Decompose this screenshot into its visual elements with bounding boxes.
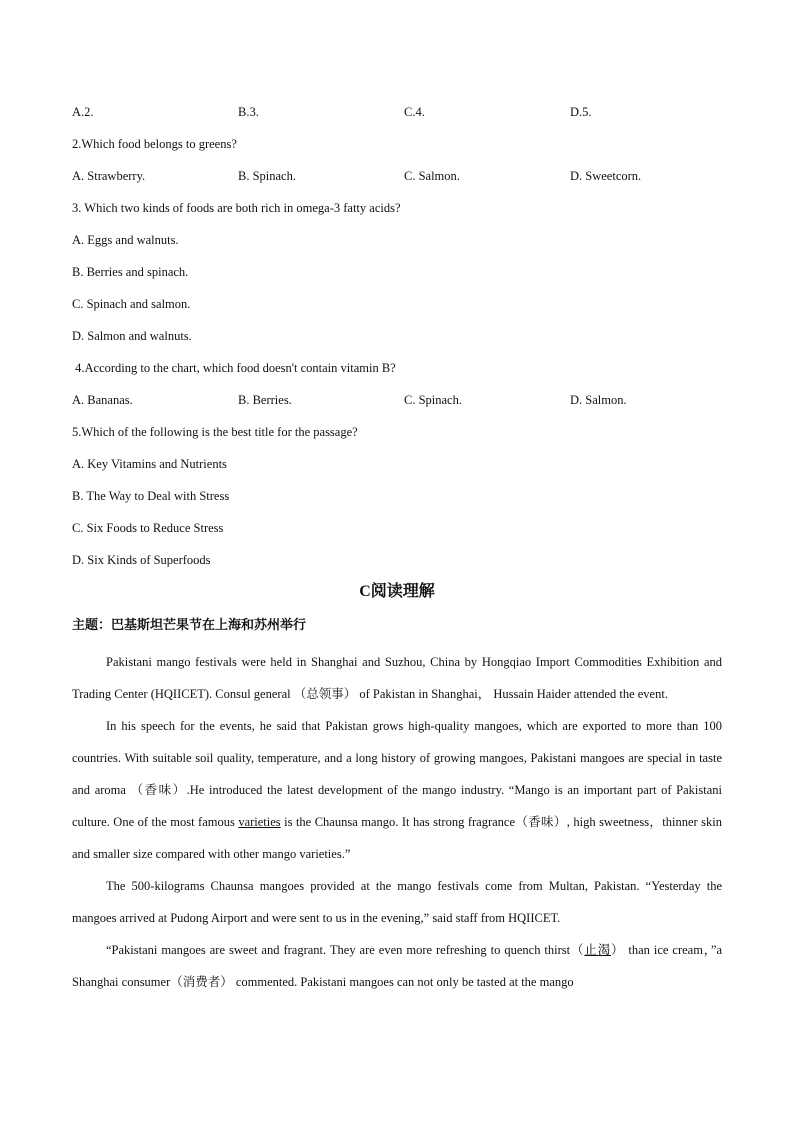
q2-options — [72, 166, 722, 198]
q5-option-d: D. Six Kinds of Superfoods — [72, 553, 211, 567]
q5-option-b: B. The Way to Deal with Stress — [72, 489, 230, 503]
passage-paragraph-4 — [72, 934, 722, 998]
underlined-word-varieties: varieties — [238, 815, 281, 829]
passage-p4-text-b: ） than ice cream，”a Shanghai consumer（消费者） commented. Pakistani mangoes can not only be tasted at the mango — [72, 943, 722, 989]
q5-question: 5.Which of the following is the best title for the passage? — [72, 425, 358, 439]
q4-options — [72, 390, 722, 422]
q3-option-d: D. Salmon and walnuts. — [72, 329, 192, 343]
q2-option-a: A. Strawberry. — [72, 169, 146, 183]
q1-option-c: C.4. — [404, 105, 425, 119]
q1-option-b: B.3. — [238, 105, 259, 119]
document-page — [72, 102, 722, 998]
passage-p2-text-a: In his speech for the events, he said that Pakistan grows high-quality mangoes, which are exported to more than 100 countries. With suitable soil quality, temperature, and a long history of growing mangoes, Pakistani mangoes are special in taste and aroma （香味）.He introduced the latest development of the mango industry. “Mango is an important part of Pakistani culture. One of the most famous — [72, 719, 722, 829]
passage-paragraph-3: The 500-kilograms Chaunsa mangoes provided at the mango festivals come from Multan, Pakistan. “Yesterday the mangoes arrived at Pudong Airport and were sent to us in the evening,” said staff from HQIICET. — [72, 879, 722, 925]
q4-option-a: A. Bananas. — [72, 393, 133, 407]
q1-options — [72, 102, 722, 134]
q4-option-c: C. Spinach. — [404, 393, 462, 407]
q2-option-d: D. Sweetcorn. — [570, 169, 642, 183]
passage-paragraph-1: Pakistani mango festivals were held in Shanghai and Suzhou, China by Hongqiao Import Commodities Exhibition and Trading Center (HQIICET). Consul general （总领事） of Pakistan in Shanghai， Hussain Haider attended the event. — [72, 655, 722, 701]
underlined-word-quench-thirst: 止渴 — [584, 943, 612, 957]
q5-option-a: A. Key Vitamins and Nutrients — [72, 457, 227, 471]
q5-option-c: C. Six Foods to Reduce Stress — [72, 521, 224, 535]
q3-option-b: B. Berries and spinach. — [72, 265, 189, 279]
q2-question: 2.Which food belongs to greens? — [72, 137, 237, 151]
q3-option-c: C. Spinach and salmon. — [72, 297, 191, 311]
q4-option-b: B. Berries. — [238, 393, 292, 407]
q2-option-c: C. Salmon. — [404, 169, 460, 183]
q4-option-d: D. Salmon. — [570, 393, 627, 407]
q1-option-d: D.5. — [570, 105, 592, 119]
q3-option-a: A. Eggs and walnuts. — [72, 233, 179, 247]
q1-option-a: A.2. — [72, 105, 94, 119]
passage-p4-text-a: “Pakistani mangoes are sweet and fragrant. They are even more refreshing to quench thirst（ — [106, 943, 585, 957]
q2-option-b: B. Spinach. — [238, 169, 296, 183]
passage-p2-text-b: is the Chaunsa mango. It has strong fragrance（香味）, high sweetness，thinner skin and smaller size compared with other mango varieties.” — [72, 815, 722, 861]
q3-question: 3. Which two kinds of foods are both rich in omega-3 fatty acids? — [72, 201, 401, 215]
section-title: C阅读理解 — [359, 583, 435, 600]
section-topic: 主题：巴基斯坦芒果节在上海和苏州举行 — [72, 617, 307, 632]
q4-question: 4.According to the chart, which food doesn't contain vitamin B? — [72, 361, 396, 375]
passage-paragraph-2 — [72, 710, 722, 870]
